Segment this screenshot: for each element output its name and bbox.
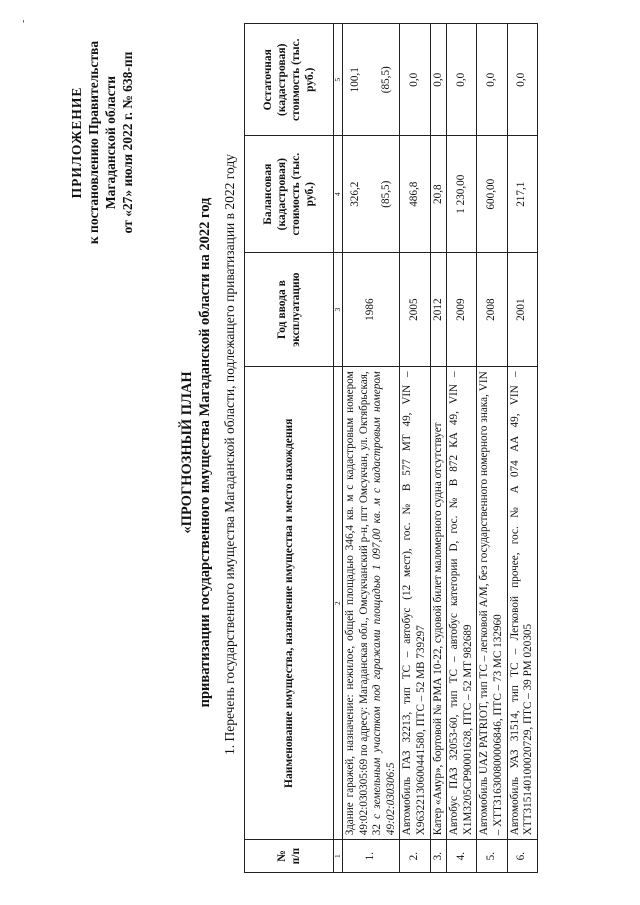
row-balance: 1 230,00 bbox=[447, 136, 477, 252]
table-header-row bbox=[245, 24, 334, 873]
header-balance: Балансовая (кадастровая) стоимость (тыс. руб.) bbox=[245, 136, 334, 252]
table-row bbox=[343, 24, 400, 873]
row-balance: 217,1 bbox=[507, 136, 537, 252]
row-year: 2005 bbox=[400, 252, 430, 366]
title-line-2: приватизации государственного имущества Магаданской области на 2022 год bbox=[197, 197, 213, 708]
privatization-table bbox=[244, 23, 538, 873]
row-number: 5. bbox=[477, 840, 507, 873]
row-name: Автомобиль ГАЗ 32213, тип ТС – автобус (12 мест), гос. № В 577 МТ 49, VIN – X96322130600441580, ПТС – 52 МВ 739297 bbox=[400, 367, 430, 840]
row-residual: 0,0 bbox=[400, 24, 430, 137]
row-number: 3. bbox=[430, 840, 447, 873]
row-balance-land: (85,5) bbox=[380, 180, 393, 208]
row-residual-land: (85,5) bbox=[380, 66, 393, 94]
table-row bbox=[507, 24, 537, 873]
column-index-row bbox=[334, 24, 343, 873]
header-name: Наименование имущества, назначение имущества и место нахождения bbox=[245, 367, 334, 840]
row-name: Автобус ПАЗ 32053-60, тип ТС – автобус категории D, гос. № В 872 КА 49, VIN – X1M3205CP90001628, ПТС – 52 МТ 982689 bbox=[447, 367, 477, 840]
document-title bbox=[178, 80, 214, 825]
appendix-header bbox=[68, 20, 136, 265]
row-number: 4. bbox=[447, 840, 477, 873]
row-name: Автомобиль УАЗ 31514, тип ТС – Легковой прочее, гос. № А 074 АА 49, VIN – XTT315140100020729, ПТС – 39 РМ 020305 bbox=[507, 367, 537, 840]
column-index: 2 bbox=[334, 367, 343, 840]
table-row bbox=[430, 24, 447, 873]
row-residual-cell bbox=[343, 24, 400, 137]
row-name: Автомобиль UAZ PATRIOT, тип ТС – легковой А/М, без государственного номерного знака, VIN – XTT316300800006846, ПТС – 73 МС 132960 bbox=[477, 367, 507, 840]
row-name-cell bbox=[343, 367, 400, 840]
row-year: 2009 bbox=[447, 252, 477, 366]
column-index: 1 bbox=[334, 840, 343, 873]
row-residual: 0,0 bbox=[507, 24, 537, 137]
table-row bbox=[477, 24, 507, 873]
appendix-line-4: от «27» июля 2022 г. № 638-пп bbox=[120, 51, 135, 234]
header-num: № п/п bbox=[245, 840, 334, 873]
corner-mark: - bbox=[18, 19, 29, 23]
appendix-line-2: к постановлению Правительства bbox=[86, 40, 101, 245]
row-year: 1986 bbox=[343, 252, 400, 366]
column-index: 4 bbox=[334, 136, 343, 252]
row-balance-cell bbox=[343, 136, 400, 252]
appendix-line-3: Магаданской области bbox=[103, 75, 118, 210]
table-row bbox=[400, 24, 430, 873]
appendix-title: ПРИЛОЖЕНИЕ bbox=[69, 86, 84, 199]
table-row bbox=[447, 24, 477, 873]
row-year: 2008 bbox=[477, 252, 507, 366]
row-residual: 0,0 bbox=[447, 24, 477, 137]
row-number: 2. bbox=[400, 840, 430, 873]
column-index: 3 bbox=[334, 252, 343, 366]
header-residual: Остаточная (кадастровая) стоимость (тыс. руб.) bbox=[245, 24, 334, 137]
row-year: 2001 bbox=[507, 252, 537, 366]
row-name: Здание гаражей, назначение: нежилое, общей площадью 346,4 кв. м с кадастровым номером 49:02:030305:69 по адресу: Магаданская обл., Омсукчанский р-н, пгт Омсукчан, ул. Октябрьская, 32 bbox=[344, 371, 384, 836]
row-residual: 0,0 bbox=[430, 24, 447, 137]
row-residual: 100,1 bbox=[348, 67, 361, 93]
column-index: 5 bbox=[334, 24, 343, 137]
row-residual: 0,0 bbox=[477, 24, 507, 137]
header-year: Год ввода в эксплуатацию bbox=[245, 252, 334, 366]
row-balance: 486,8 bbox=[400, 136, 430, 252]
row-balance: 326,2 bbox=[348, 181, 361, 207]
row-balance: 600,00 bbox=[477, 136, 507, 252]
title-line-1: «ПРОГНОЗНЫЙ ПЛАН bbox=[179, 371, 195, 534]
row-name: Катер «Амур», бортовой № РМА 10-22, судовой билет маломерного судна отсутствует bbox=[430, 367, 447, 840]
row-number: 1. bbox=[343, 840, 400, 873]
row-year: 2012 bbox=[430, 252, 447, 366]
row-balance: 20,8 bbox=[430, 136, 447, 252]
section-heading: 1. Перечень государственного имущества Магаданской области, подлежащего приватизации в 2022 году bbox=[222, 154, 237, 755]
row-name-land: с земельным участком под гаражами площадью 1 097,00 кв. м с кадастровым номером 49:02:030306:5 bbox=[371, 371, 397, 836]
row-number: 6. bbox=[507, 840, 537, 873]
